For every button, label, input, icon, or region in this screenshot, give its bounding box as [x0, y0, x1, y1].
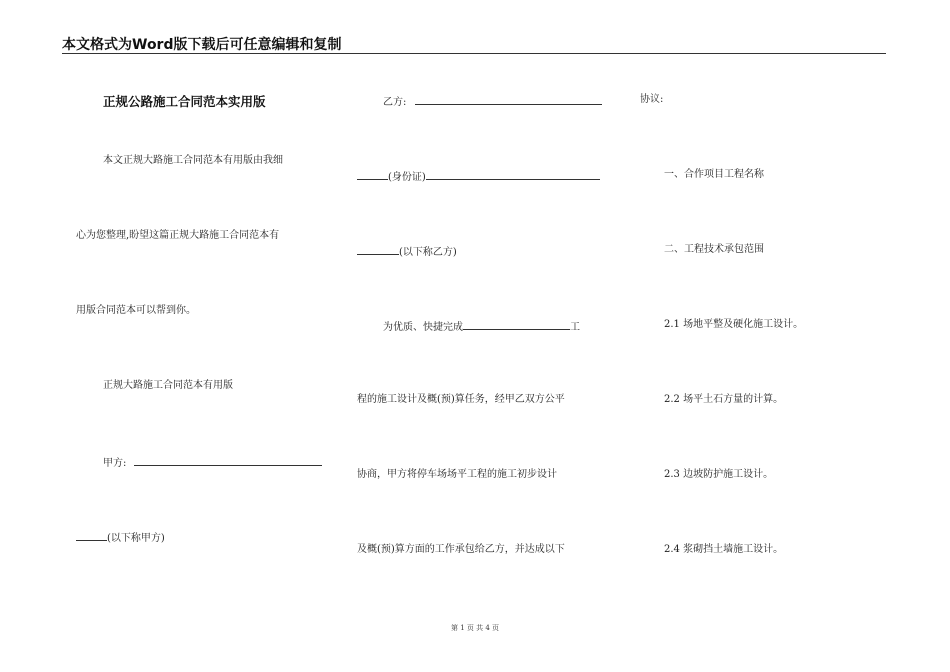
col1-paragraph-1: 本文正规大路施工合同范本有用版由我细: [103, 155, 283, 166]
agreement-label: 协议:: [640, 94, 664, 105]
id-blank-right: [426, 168, 600, 180]
party-a-note-blank: [76, 529, 107, 541]
item-2-3: 2.3 边坡防护施工设计。: [664, 469, 774, 480]
party-a-label: 甲方:: [103, 458, 127, 469]
header-divider: [62, 53, 886, 54]
party-a-line: [103, 454, 322, 471]
page-number: 第 1 页 共 4 页: [450, 624, 500, 632]
section-1-heading: 一、合作项目工程名称: [664, 169, 764, 180]
col1-paragraph-2: 心为您整理,盼望这篇正规大路施工合同范本有: [76, 230, 280, 241]
party-a-note-line: [76, 529, 165, 546]
party-b-label: 乙方:: [383, 97, 407, 108]
id-blank-left: [357, 168, 388, 180]
item-2-4: 2.4 浆砌挡土墙施工设计。: [664, 544, 784, 555]
col2-paragraph-3: 协商，甲方将停车场场平工程的施工初步设计: [357, 469, 557, 480]
party-b-note: (以下称乙方): [399, 247, 457, 258]
header-title: 本文格式为Word版下载后可任意编辑和复制: [62, 37, 342, 53]
item-2-1: 2.1 场地平整及硬化施工设计。: [664, 319, 804, 330]
party-b-blank: [415, 93, 602, 105]
party-b-note-blank: [357, 243, 399, 255]
col2-paragraph-1: [383, 318, 580, 335]
party-b-line: [383, 93, 602, 110]
col1-paragraph-3: 用版合同范本可以帮到你。: [76, 305, 196, 316]
col1-paragraph-4: 正规大路施工合同范本有用版: [103, 380, 233, 391]
id-line: [357, 168, 600, 185]
party-a-blank: [134, 454, 322, 466]
document-title: 正规公路施工合同范本实用版: [103, 94, 266, 109]
col2-paragraph-2: 程的施工设计及概(预)算任务，经甲乙双方公平: [357, 394, 565, 405]
party-b-note-line: [357, 243, 457, 260]
col2-paragraph-1-start: 为优质、快捷完成: [383, 322, 463, 333]
section-2-heading: 二、工程技术承包范围: [664, 244, 764, 255]
col2-paragraph-1-end: 工: [570, 322, 580, 333]
project-name-blank: [463, 318, 570, 330]
item-2-2: 2.2 场平土石方量的计算。: [664, 394, 784, 405]
col2-paragraph-4: 及概(预)算方面的工作承包给乙方，并达成以下: [357, 544, 565, 555]
id-label: (身份证): [388, 172, 426, 183]
party-a-note: (以下称甲方): [107, 533, 165, 544]
